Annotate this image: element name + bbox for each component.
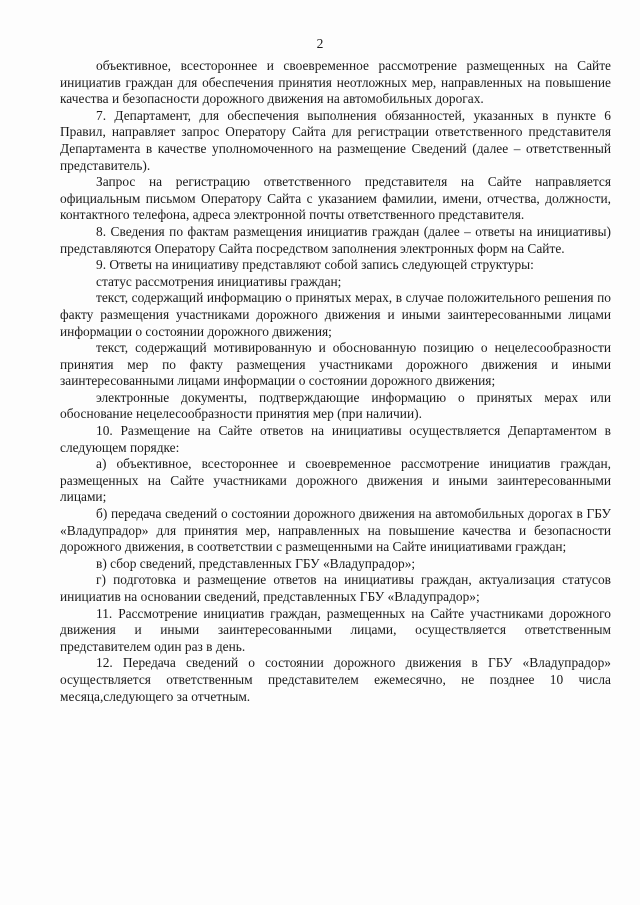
paragraph-item-10b: б) передача сведений о состоянии дорожного движения на автомобильных дорогах в ГБУ «Владупрадор» для принятия мер, направленных на повышение качества и безопасности дорожного движения, в соответствии с размещенными на Сайте инициативами граждан; xyxy=(60,506,611,555)
paragraph-registration-request: Запрос на регистрацию ответственного представителя на Сайте направляется официальным письмом Оператору Сайта с указанием фамилии, имени, отчества, должности, контактного телефона, адреса электронной почты ответственного представителя. xyxy=(60,174,611,223)
paragraph-item-10v: в) сбор сведений, представленных ГБУ «Владупрадор»; xyxy=(96,555,416,571)
paragraph-status: статус рассмотрения инициативы граждан; xyxy=(96,273,342,289)
paragraph-negative-text: текст, содержащий мотивированную и обоснованную позицию о нецелесообразности принятия мер по факту размещения участниками дорожного движения и иными заинтересованными лицами информации о состоянии дорожного движения; xyxy=(60,340,611,389)
paragraph-documents: электронные документы, подтверждающие информацию о принятых мерах или обоснование нецелесообразности принятия мер (при наличии). xyxy=(60,389,611,422)
paragraph-item-11: 11. Рассмотрение инициатив граждан, размещенных на Сайте участниками дорожного движения и иными заинтересованными лицами, осуществляется ответственным представителем один раз в день. xyxy=(60,605,611,654)
paragraph-item-10: 10. Размещение на Сайте ответов на инициативы осуществляется Департаментом в следующем порядке: xyxy=(60,423,611,455)
paragraph-continuation: объективное, всестороннее и своевременное рассмотрение размещенных на Сайте инициатив граждан для обеспечения принятия неотложных мер, направленных на повышение качества и безопасности дорожного движения на автомобильных дорогах. xyxy=(60,58,611,107)
paragraph-item-10a: а) объективное, всестороннее и своевременное рассмотрение инициатив граждан, размещенных на Сайте участниками дорожного движения и иными заинтересованными лицами; xyxy=(60,456,611,505)
paragraph-item-8: 8. Сведения по фактам размещения инициатив граждан (далее – ответы на инициативы) представляются Оператору Сайта посредством заполнения электронных форм на Сайте. xyxy=(60,223,611,256)
paragraph-item-12: 12. Передача сведений о состоянии дорожного движения в ГБУ «Владупрадор» осуществляется ответственным представителем ежемесячно, не позднее 10 числа месяца,следующего за отчетным. xyxy=(60,655,611,704)
paragraph-positive-text: текст, содержащий информацию о принятых мерах, в случае положительного решения по факту размещения участниками дорожного движения и иными заинтересованными лицами информации о состоянии дорожного движения; xyxy=(60,290,611,339)
document-body xyxy=(60,58,611,705)
paragraph-item-7: 7. Департамент, для обеспечения выполнения обязанностей, указанных в пункте 6 Правил, направляет запрос Оператору Сайта для регистрации ответственного представителя Департамента в качестве уполномоченного на размещение Сведений (далее – ответственный представитель). xyxy=(60,107,611,173)
page-number: 2 xyxy=(316,36,324,51)
paragraph-item-10g: г) подготовка и размещение ответов на инициативы граждан, актуализация статусов инициатив на основании сведений, представленных ГБУ «Владупрадор»; xyxy=(60,572,611,604)
paragraph-item-9: 9. Ответы на инициативу представляют собой запись следующей структуры: xyxy=(96,257,534,273)
